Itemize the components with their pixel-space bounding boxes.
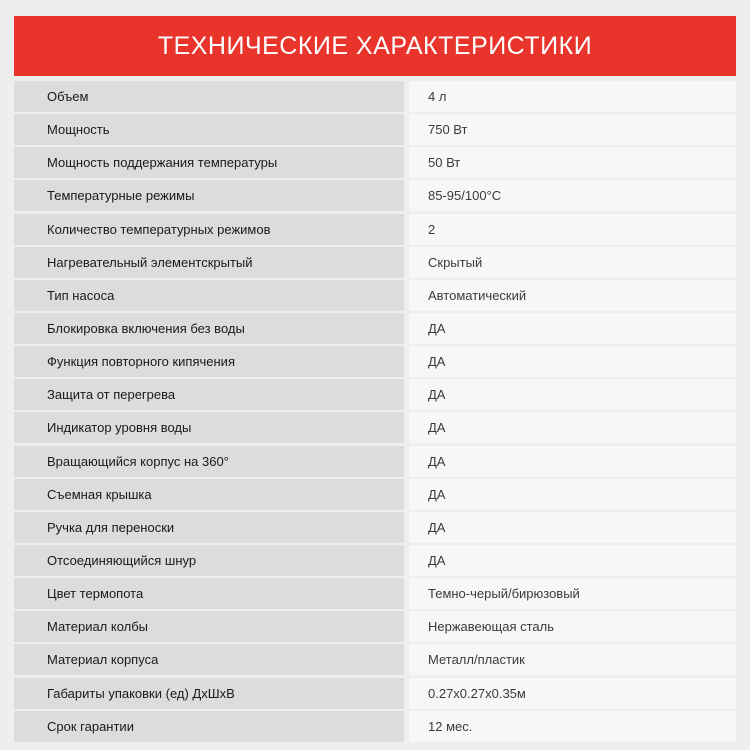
spec-value: ДА: [409, 545, 736, 576]
spec-value: ДА: [409, 313, 736, 344]
spec-value: 0.27х0.27х0.35м: [409, 678, 736, 709]
spec-value: Нержавеющая сталь: [409, 611, 736, 642]
spec-label: Объем: [14, 81, 404, 112]
spec-table: [14, 81, 736, 744]
spec-label: Функция повторного кипячения: [14, 346, 404, 377]
table-row: [14, 180, 736, 211]
spec-value: ДА: [409, 379, 736, 410]
table-row: [14, 214, 736, 245]
header-banner: [14, 16, 736, 76]
spec-label: Мощность поддержания температуры: [14, 147, 404, 178]
table-row: [14, 379, 736, 410]
spec-value: ДА: [409, 479, 736, 510]
table-row: [14, 644, 736, 675]
spec-label: Тип насоса: [14, 280, 404, 311]
spec-value: 4 л: [409, 81, 736, 112]
spec-value: 750 Вт: [409, 114, 736, 145]
spec-label: Защита от перегрева: [14, 379, 404, 410]
spec-label: Мощность: [14, 114, 404, 145]
page-title: ТЕХНИЧЕСКИЕ ХАРАКТЕРИСТИКИ: [157, 31, 593, 60]
spec-value: ДА: [409, 446, 736, 477]
table-row: [14, 611, 736, 642]
spec-label: Срок гарантии: [14, 711, 404, 742]
spec-label: Материал корпуса: [14, 644, 404, 675]
spec-value: Темно-черый/бирюзовый: [409, 578, 736, 609]
table-row: [14, 114, 736, 145]
spec-label: Нагревательный элементскрытый: [14, 247, 404, 278]
table-row: [14, 247, 736, 278]
spec-label: Блокировка включения без воды: [14, 313, 404, 344]
spec-label: Отсоединяющийся шнур: [14, 545, 404, 576]
table-row: [14, 412, 736, 443]
spec-label: Съемная крышка: [14, 479, 404, 510]
spec-value: Автоматический: [409, 280, 736, 311]
spec-value: Металл/пластик: [409, 644, 736, 675]
spec-label: Материал колбы: [14, 611, 404, 642]
spec-value: 12 мес.: [409, 711, 736, 742]
table-row: [14, 147, 736, 178]
table-row: [14, 678, 736, 709]
table-row: [14, 81, 736, 112]
spec-value: 50 Вт: [409, 147, 736, 178]
spec-label: Количество температурных режимов: [14, 214, 404, 245]
table-row: [14, 578, 736, 609]
spec-label: Габариты упаковки (ед) ДхШхВ: [14, 678, 404, 709]
table-row: [14, 346, 736, 377]
spec-label: Индикатор уровня воды: [14, 412, 404, 443]
spec-label: Температурные режимы: [14, 180, 404, 211]
table-row: [14, 545, 736, 576]
table-row: [14, 479, 736, 510]
spec-value: ДА: [409, 412, 736, 443]
spec-label: Вращающийся корпус на 360°: [14, 446, 404, 477]
spec-label: Ручка для переноски: [14, 512, 404, 543]
spec-value: 85-95/100°C: [409, 180, 736, 211]
spec-value: Скрытый: [409, 247, 736, 278]
spec-value: ДА: [409, 346, 736, 377]
table-row: [14, 512, 736, 543]
spec-value: ДА: [409, 512, 736, 543]
table-row: [14, 711, 736, 742]
table-row: [14, 446, 736, 477]
spec-label: Цвет термопота: [14, 578, 404, 609]
table-row: [14, 280, 736, 311]
table-row: [14, 313, 736, 344]
spec-value: 2: [409, 214, 736, 245]
